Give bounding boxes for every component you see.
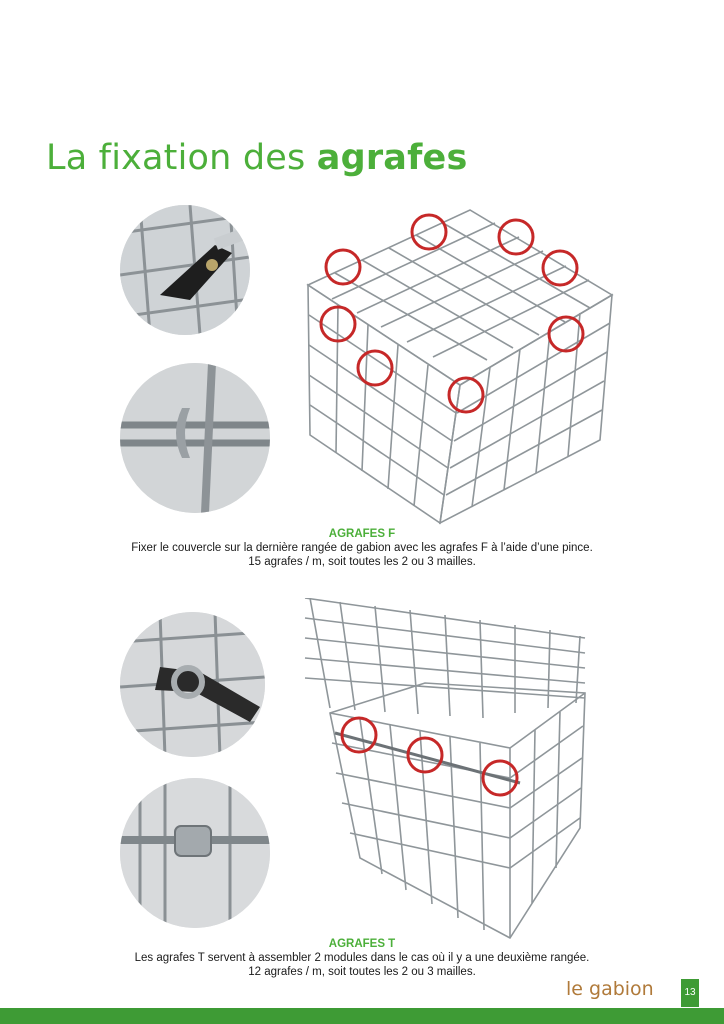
title-bold: agrafes [316,138,468,178]
photo-t-clip-closeup [120,778,270,928]
page-title [46,138,468,178]
gabion-cage-t-diagram [300,598,590,943]
heading-agrafes-f: AGRAFES F [328,528,396,540]
page-number: 13 [681,979,699,1007]
caption-f-line-1: Fixer le couvercle sur la dernière rangée de gabion avec les agrafes F à l’aide d’une pince. [131,542,593,554]
caption-t-line-1: Les agrafes T servent à assembler 2 modules dans le cas où il y a une deuxième rangée. [134,952,590,964]
heading-agrafes-t: AGRAFES T [328,938,396,950]
title-regular: La fixation des [46,138,306,178]
caption-agrafes-t [60,937,664,979]
caption-agrafes-f [60,527,664,569]
caption-f-line-2: 15 agrafes / m, soit toutes les 2 ou 3 mailles. [248,556,476,568]
gabion-cage-f-diagram [300,205,625,525]
photo-pliers-t-clip [120,612,265,757]
caption-t-line-2: 12 agrafes / m, soit toutes les 2 ou 3 mailles. [248,966,476,978]
photo-pliers-f-clip [120,205,250,335]
brand-name: le gabion [566,978,654,1000]
footer-bar [0,1008,724,1024]
photo-f-clip-closeup [120,363,270,513]
